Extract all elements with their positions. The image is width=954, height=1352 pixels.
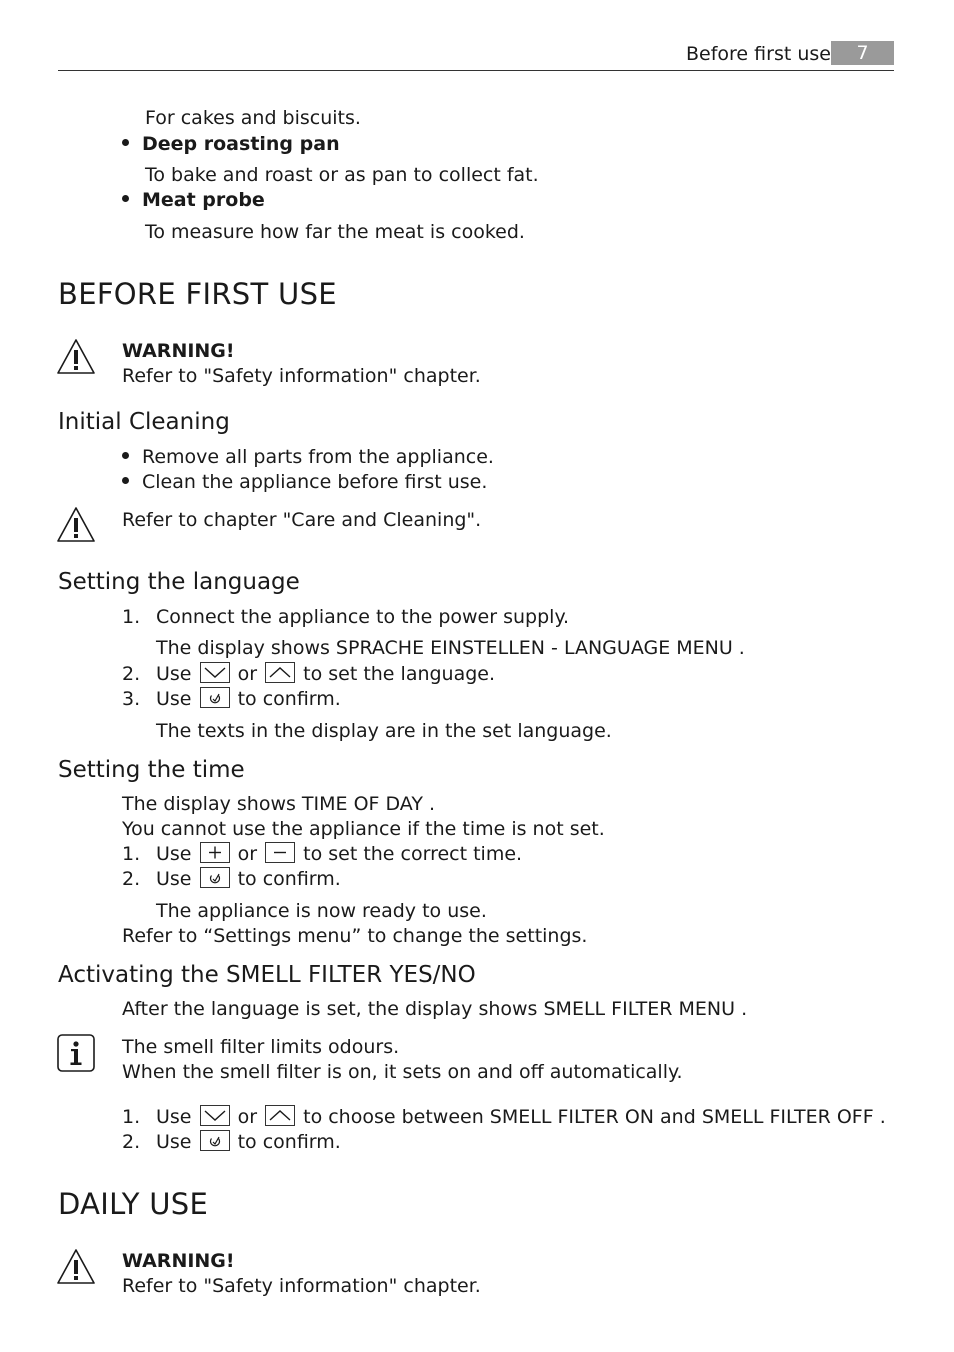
up-arrow-key-icon — [265, 1105, 295, 1126]
bullet-icon — [122, 139, 129, 146]
list-item — [122, 471, 487, 493]
care-cleaning-note: Refer to chapter "Care and Cleaning". — [122, 509, 482, 531]
minus-key-icon — [265, 842, 295, 863]
time-intro-2: You cannot use the appliance if the time is not set. — [122, 818, 605, 840]
ok-key-icon — [200, 1130, 230, 1151]
warning-triangle-icon — [56, 1247, 96, 1287]
smell-filter-heading: Activating the SMELL FILTER YES/NO — [58, 962, 476, 988]
step-text: to confirm. — [237, 868, 341, 890]
step-number: 1. — [122, 1106, 141, 1128]
up-arrow-key-icon — [265, 662, 295, 683]
use-label: Use — [156, 1106, 192, 1128]
cleaning-bullet-2: Clean the appliance before first use. — [142, 471, 488, 493]
smell-filter-info-1: The smell filter limits odours. — [122, 1036, 400, 1058]
warning-triangle-icon — [56, 337, 96, 377]
time-step-1 — [156, 843, 522, 865]
cakes-text: For cakes and biscuits. — [145, 107, 361, 129]
list-item — [122, 446, 494, 468]
language-step-3 — [156, 688, 341, 710]
warning-title: WARNING! — [122, 340, 235, 362]
meat-probe-title: Meat probe — [142, 189, 265, 211]
roasting-pan-title: Deep roasting pan — [142, 133, 340, 155]
or-label: or — [237, 663, 258, 685]
step-number: 1. — [122, 606, 141, 628]
use-label: Use — [156, 663, 192, 685]
smell-filter-step-1 — [156, 1106, 886, 1128]
plus-key-icon — [200, 842, 230, 863]
header-section-title: Before first use — [686, 43, 831, 65]
step-number: 2. — [122, 663, 141, 685]
bullet-icon — [122, 452, 129, 459]
warning-text: Refer to "Safety information" chapter. — [122, 1275, 481, 1297]
smell-filter-intro: After the language is set, the display shows SMELL FILTER MENU . — [122, 998, 748, 1020]
info-icon — [56, 1033, 96, 1073]
or-label: or — [237, 843, 258, 865]
warning-title: WARNING! — [122, 1250, 235, 1272]
warning-text: Refer to "Safety information" chapter. — [122, 365, 481, 387]
time-refer: Refer to “Settings menu” to change the settings. — [122, 925, 588, 947]
cleaning-bullet-1: Remove all parts from the appliance. — [142, 446, 494, 468]
setting-language-heading: Setting the language — [58, 569, 300, 595]
time-result: The appliance is now ready to use. — [156, 900, 487, 922]
initial-cleaning-heading: Initial Cleaning — [58, 409, 230, 435]
roasting-pan-text: To bake and roast or as pan to collect fat. — [145, 164, 539, 186]
page-number: 7 — [831, 41, 894, 65]
use-label: Use — [156, 868, 192, 890]
list-item — [122, 133, 340, 155]
list-item — [122, 189, 265, 211]
ok-key-icon — [200, 867, 230, 888]
bullet-icon — [122, 195, 129, 202]
step-number: 2. — [122, 1131, 141, 1153]
down-arrow-key-icon — [200, 662, 230, 683]
section-title-before-first-use: BEFORE FIRST USE — [58, 277, 337, 311]
language-step-1: Connect the appliance to the power supply. — [156, 606, 570, 628]
warning-triangle-icon — [56, 505, 96, 545]
setting-time-heading: Setting the time — [58, 757, 245, 783]
use-label: Use — [156, 688, 192, 710]
step-text: to confirm. — [237, 1131, 341, 1153]
ok-key-icon — [200, 687, 230, 708]
meat-probe-text: To measure how far the meat is cooked. — [145, 221, 525, 243]
use-label: Use — [156, 843, 192, 865]
smell-filter-step-2 — [156, 1131, 341, 1153]
down-arrow-key-icon — [200, 1105, 230, 1126]
step-text: to choose between SMELL FILTER ON and SMELL FILTER OFF . — [303, 1106, 886, 1128]
time-intro-1: The display shows TIME OF DAY . — [122, 793, 435, 815]
language-step-1-result: The display shows SPRACHE EINSTELLEN - LANGUAGE MENU . — [156, 637, 745, 659]
step-number: 1. — [122, 843, 141, 865]
or-label: or — [237, 1106, 258, 1128]
section-title-daily-use: DAILY USE — [58, 1187, 209, 1221]
step-number: 2. — [122, 868, 141, 890]
header-divider — [58, 70, 894, 71]
language-step-2 — [156, 663, 495, 685]
step-number: 3. — [122, 688, 141, 710]
smell-filter-info-2: When the smell filter is on, it sets on and off automatically. — [122, 1061, 683, 1083]
time-step-2 — [156, 868, 341, 890]
step-text: to set the language. — [303, 663, 496, 685]
step-text: to confirm. — [237, 688, 341, 710]
language-step-3-result: The texts in the display are in the set language. — [156, 720, 612, 742]
bullet-icon — [122, 477, 129, 484]
use-label: Use — [156, 1131, 192, 1153]
step-text: to set the correct time. — [303, 843, 523, 865]
